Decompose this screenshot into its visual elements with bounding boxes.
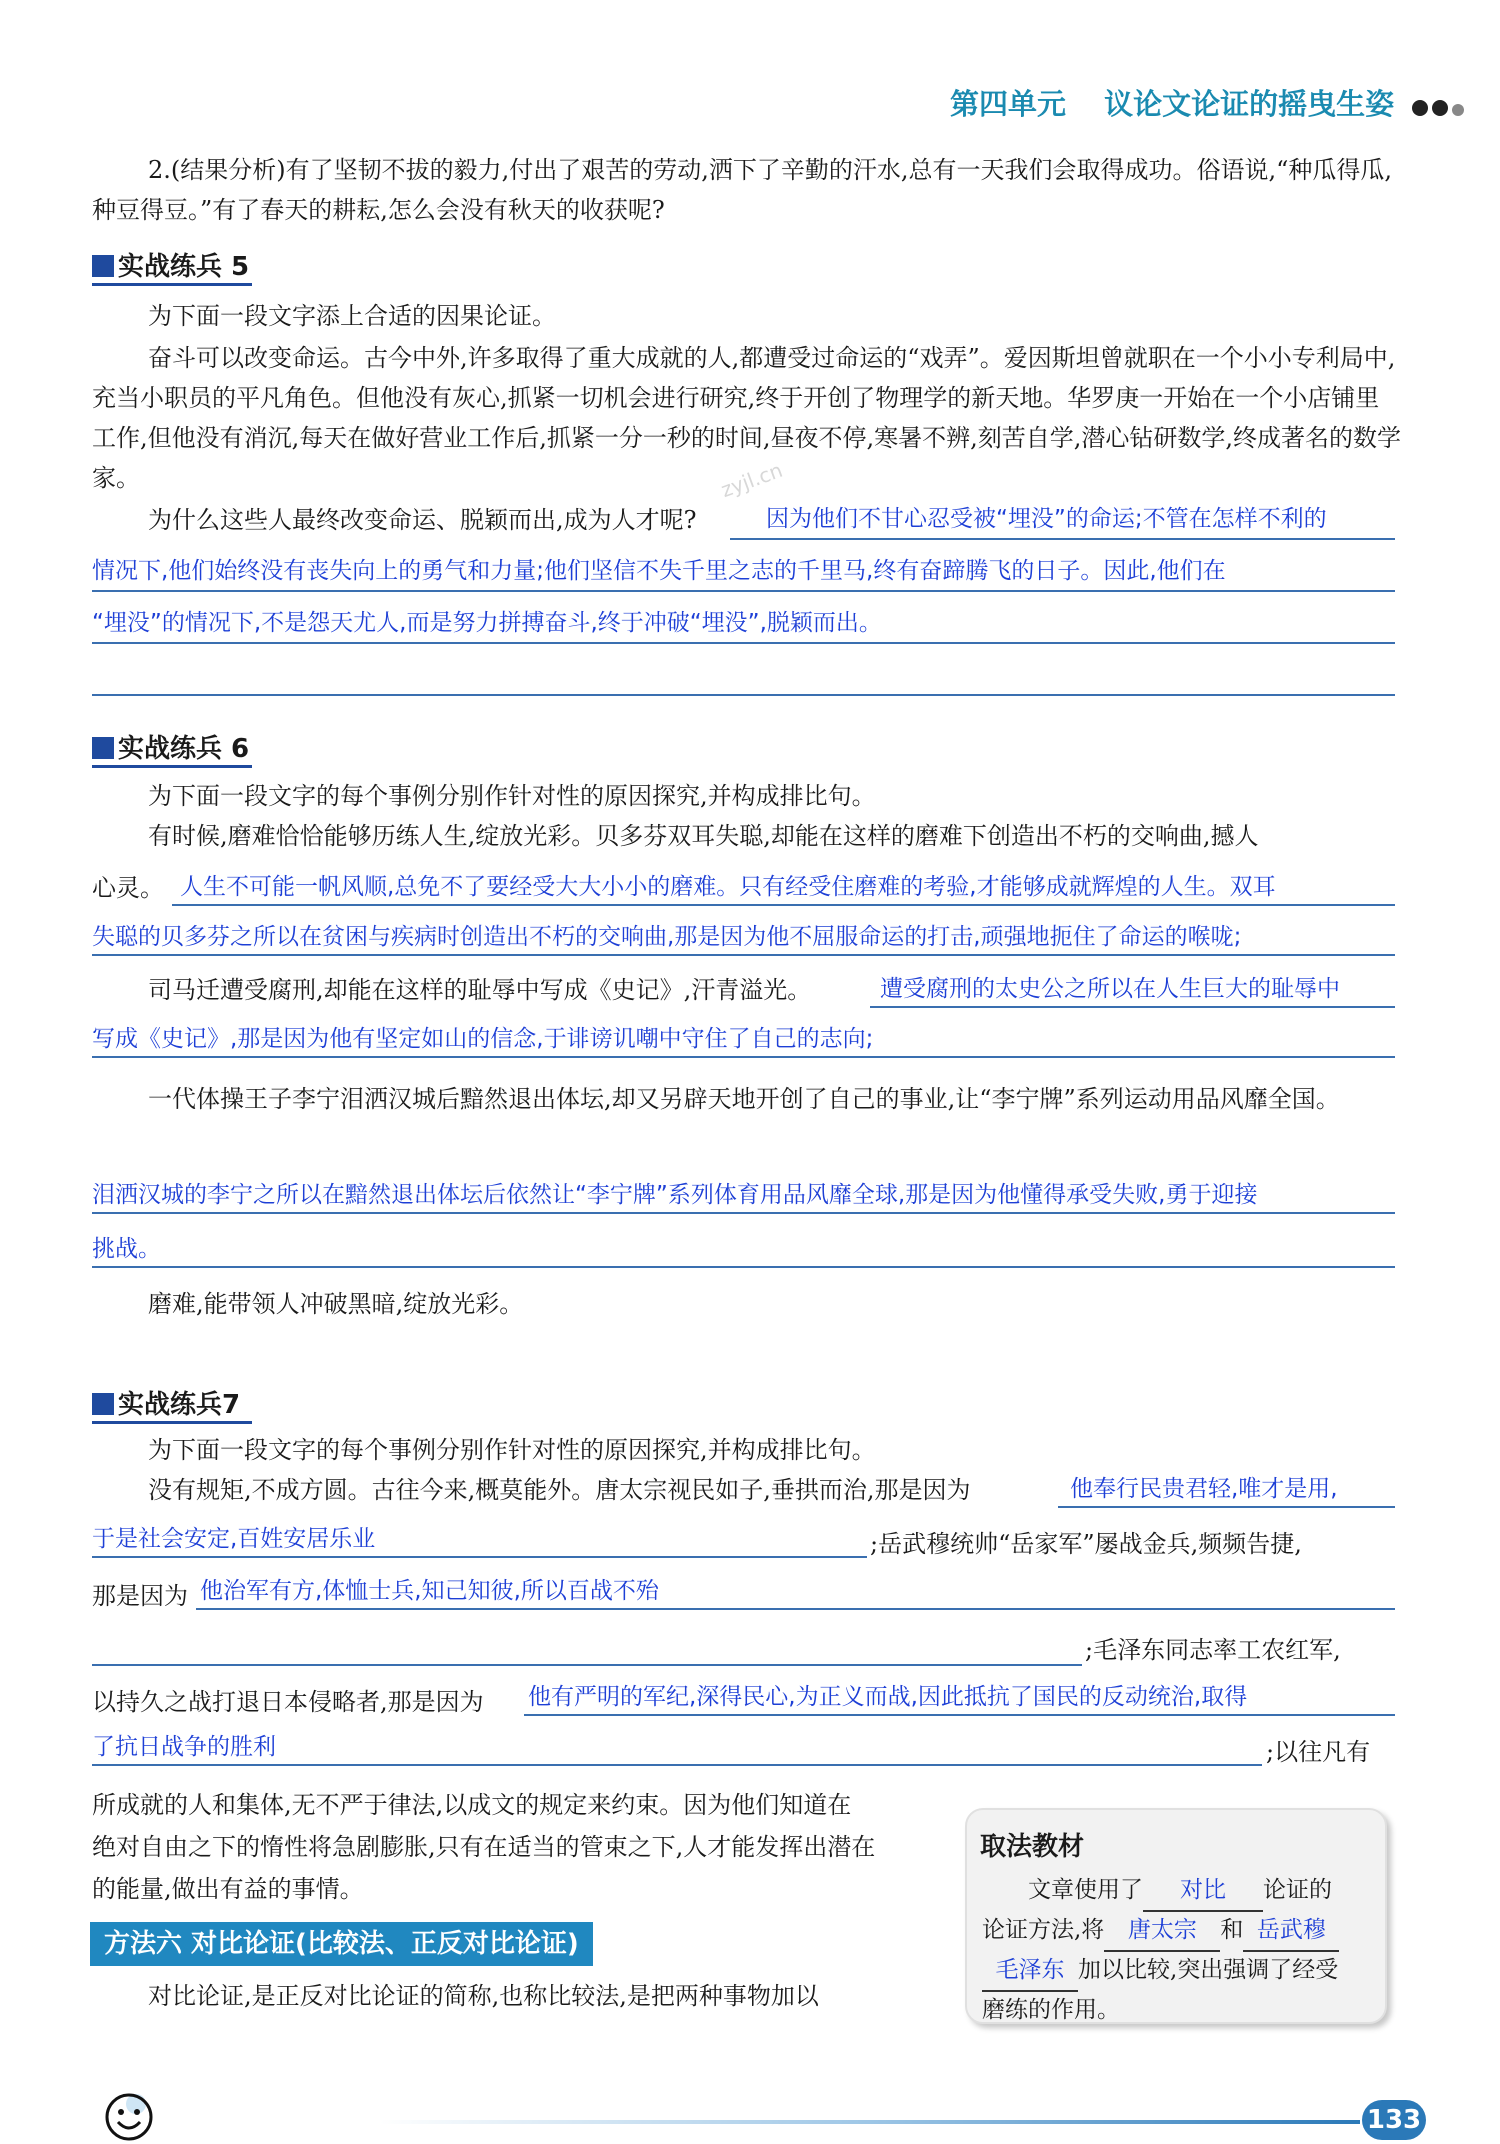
exercise-6-answer-1b: 失聪的贝多芬之所以在贫困与疾病时创造出不朽的交响曲,那是因为他不屈服命运的打击,顽强地扼住了命运的喉咙; xyxy=(92,924,1242,950)
textbook-method-line-4: 磨练的作用。 xyxy=(982,1997,1120,2023)
box-text: 加以比较,突出强调了经受 xyxy=(1078,1957,1339,1983)
exercise-5-answer-line-3: “埋没”的情况下,不是怨天尤人,而是努力拼搏奋斗,终于冲破“埋没”,脱颖而出。 xyxy=(92,610,882,636)
answer-line xyxy=(92,954,1395,956)
box-answer-4: 毛泽东 xyxy=(982,1950,1078,1992)
answer-line xyxy=(1058,1506,1395,1508)
exercise-7-line-9: 的能量,做出有益的事情。 xyxy=(92,1875,364,1903)
unit-title: 议论文论证的摇曳生姿 xyxy=(1104,87,1395,121)
unit-label: 第四单元 xyxy=(950,87,1067,121)
exercise-6-answer-2a: 遭受腐刑的太史公之所以在人生巨大的耻辱中 xyxy=(880,976,1340,1002)
exercise-6-conclusion: 磨难,能带领人冲破黑暗,绽放光彩。 xyxy=(148,1290,524,1318)
exercise-6-line-2: 心灵。 xyxy=(92,874,164,902)
exercise-5-answer-line-1: 因为他们不甘心忍受被“埋没”的命运;不管在怎样不利的 xyxy=(766,506,1327,532)
exercise-7-line-7: 所成就的人和集体,无不严于律法,以成文的规定来约束。因为他们知道在 xyxy=(92,1791,852,1819)
answer-line xyxy=(524,1714,1395,1716)
exercise-7-answer-1a: 他奉行民贵君轻,唯才是用, xyxy=(1070,1476,1338,1502)
header-dots-icon xyxy=(1412,89,1468,123)
exercise-7-line-5: 以持久之战打退日本侵略者,那是因为 xyxy=(92,1688,484,1716)
answer-line xyxy=(730,538,1395,540)
exercise-7-line-3: 那是因为 xyxy=(92,1582,188,1610)
footer-rule xyxy=(380,2120,1360,2124)
exercise-7-answer-3b: 了抗日战争的胜利 xyxy=(92,1734,276,1760)
section-underline xyxy=(92,1421,252,1424)
answer-line xyxy=(870,1006,1395,1008)
smiley-icon xyxy=(102,2090,156,2144)
answer-line xyxy=(92,694,1395,696)
answer-line xyxy=(92,642,1395,644)
exercise-7-line-1: 没有规矩,不成方圆。古往今来,概莫能外。唐太宗视民如子,垂拱而治,那是因为 xyxy=(148,1476,971,1504)
box-text: 论证的 xyxy=(1263,1877,1332,1903)
box-text: 和 xyxy=(1220,1917,1244,1943)
textbook-method-line-2 xyxy=(982,1910,1374,1952)
exercise-5-answer-line-2: 情况下,他们始终没有丧失向上的勇气和力量;他们坚信不失千里之志的千里马,终有奋蹄腾飞的日子。因此,他们在 xyxy=(92,558,1226,584)
box-text: 文章使用了 xyxy=(1028,1877,1143,1903)
exercise-6-title xyxy=(92,728,249,764)
exercise-7-title xyxy=(92,1384,240,1420)
watermark: zyjl.cn xyxy=(717,457,786,503)
exercise-6-instruction: 为下面一段文字的每个事例分别作针对性的原因探究,并构成排比句。 xyxy=(148,782,876,810)
exercise-6-line-3: 司马迁遭受腐刑,却能在这样的耻辱中写成《史记》,汗青溢光。 xyxy=(148,976,812,1004)
exercise-7-line-6: ;以往凡有 xyxy=(1266,1738,1371,1766)
answer-line xyxy=(92,1764,1262,1766)
answer-line xyxy=(92,1056,1395,1058)
answer-line xyxy=(196,1608,1395,1610)
answer-line xyxy=(92,1212,1395,1214)
method-6-body: 对比论证,是正反对比论证的简称,也称比较法,是把两种事物加以 xyxy=(148,1982,819,2010)
exercise-6-line-4: 一代体操王子李宁泪洒汉城后黯然退出体坛,却又另辟天地开创了自己的事业,让“李宁牌”系列运动用品风靡全国。 xyxy=(148,1085,1340,1113)
answer-line xyxy=(172,904,1395,906)
box-answer-3: 岳武穆 xyxy=(1243,1910,1339,1952)
answer-line xyxy=(92,590,1395,592)
exercise-5-title xyxy=(92,246,249,282)
exercise-6-answer-1a: 人生不可能一帆风顺,总免不了要经受大大小小的磨难。只有经受住磨难的考验,才能够成就辉煌的人生。双耳 xyxy=(180,874,1276,900)
answer-line xyxy=(92,1266,1395,1268)
box-text: 论证方法,将 xyxy=(982,1917,1105,1943)
exercise-6-answer-2b: 写成《史记》,那是因为他有坚定如山的信念,于诽谤讥嘲中守住了自己的志向; xyxy=(92,1026,874,1052)
box-answer-2: 唐太宗 xyxy=(1104,1910,1220,1952)
exercise-7-line-8: 绝对自由之下的惰性将急剧膨胀,只有在适当的管束之下,人才能发挥出潜在 xyxy=(92,1833,876,1861)
textbook-method-line-1 xyxy=(982,1870,1374,1912)
section-square-icon xyxy=(92,255,114,277)
unit-header xyxy=(950,82,1480,122)
page-number: 133 xyxy=(1362,2100,1426,2140)
exercise-6-answer-3b: 挑战。 xyxy=(92,1236,161,1262)
exercise-5-passage: 奋斗可以改变命运。古今中外,许多取得了重大成就的人,都遭受过命运的“戏弄”。爱因斯坦曾就职在一个小小专利局中,充当小职员的平凡角色。但他没有灰心,抓紧一切机会进行研究,终于开创了物理学的新天地。华罗庚一开始在一个小店铺里工作,但他没有消沉,每天在做好营业工作后,抓紧一分一秒的时间,昼夜不停,寒暑不辨,刻苦自学,潜心钻研数学,终成著名的数学家。 xyxy=(92,344,1402,492)
textbook-method-line-3 xyxy=(982,1950,1374,1992)
answer-line xyxy=(92,1664,1082,1666)
exercise-7-answer-1b: 于是社会安定,百姓安居乐业 xyxy=(92,1526,376,1552)
exercise-7-line-4: ;毛泽东同志率工农红军, xyxy=(1085,1636,1341,1664)
method-6-heading: 方法六 对比论证(比较法、正反对比论证) xyxy=(90,1922,593,1966)
exercise-7-instruction: 为下面一段文字的每个事例分别作针对性的原因探究,并构成排比句。 xyxy=(148,1436,876,1464)
exercise-7-answer-3a: 他有严明的军纪,深得民心,为正义而战,因此抵抗了国民的反动统治,取得 xyxy=(528,1684,1248,1710)
section-square-icon xyxy=(92,1393,114,1415)
exercise-6-answer-3a: 泪洒汉城的李宁之所以在黯然退出体坛后依然让“李宁牌”系列体育用品风靡全球,那是因为他懂得承受失败,勇于迎接 xyxy=(92,1182,1258,1208)
textbook-method-title: 取法教材 xyxy=(980,1832,1085,1862)
answer-line xyxy=(92,1556,867,1558)
exercise-7-label: 实战练兵7 xyxy=(118,1390,241,1420)
exercise-6-line-1: 有时候,磨难恰恰能够历练人生,绽放光彩。贝多芬双耳失聪,却能在这样的磨难下创造出不朽的交响曲,撼人 xyxy=(148,822,1259,850)
section-square-icon xyxy=(92,737,114,759)
intro-paragraph: 2.(结果分析)有了坚韧不拔的毅力,付出了艰苦的劳动,洒下了辛勤的汗水,总有一天我们会取得成功。俗语说,“种瓜得瓜,种豆得豆。”有了春天的耕耘,怎么会没有秋天的收获呢? xyxy=(92,156,1393,224)
section-underline xyxy=(92,765,252,768)
exercise-7-line-2: ;岳武穆统帅“岳家军”屡战金兵,频频告捷, xyxy=(870,1530,1302,1558)
exercise-5-label: 实战练兵 5 xyxy=(118,252,250,282)
exercise-5-question: 为什么这些人最终改变命运、脱颖而出,成为人才呢? xyxy=(148,506,697,534)
exercise-7-answer-2: 他治军有方,体恤士兵,知己知彼,所以百战不殆 xyxy=(200,1578,659,1604)
section-underline xyxy=(92,283,252,286)
exercise-6-label: 实战练兵 6 xyxy=(118,734,250,764)
exercise-5-instruction: 为下面一段文字添上合适的因果论证。 xyxy=(148,302,556,330)
box-answer-1: 对比 xyxy=(1143,1870,1263,1912)
